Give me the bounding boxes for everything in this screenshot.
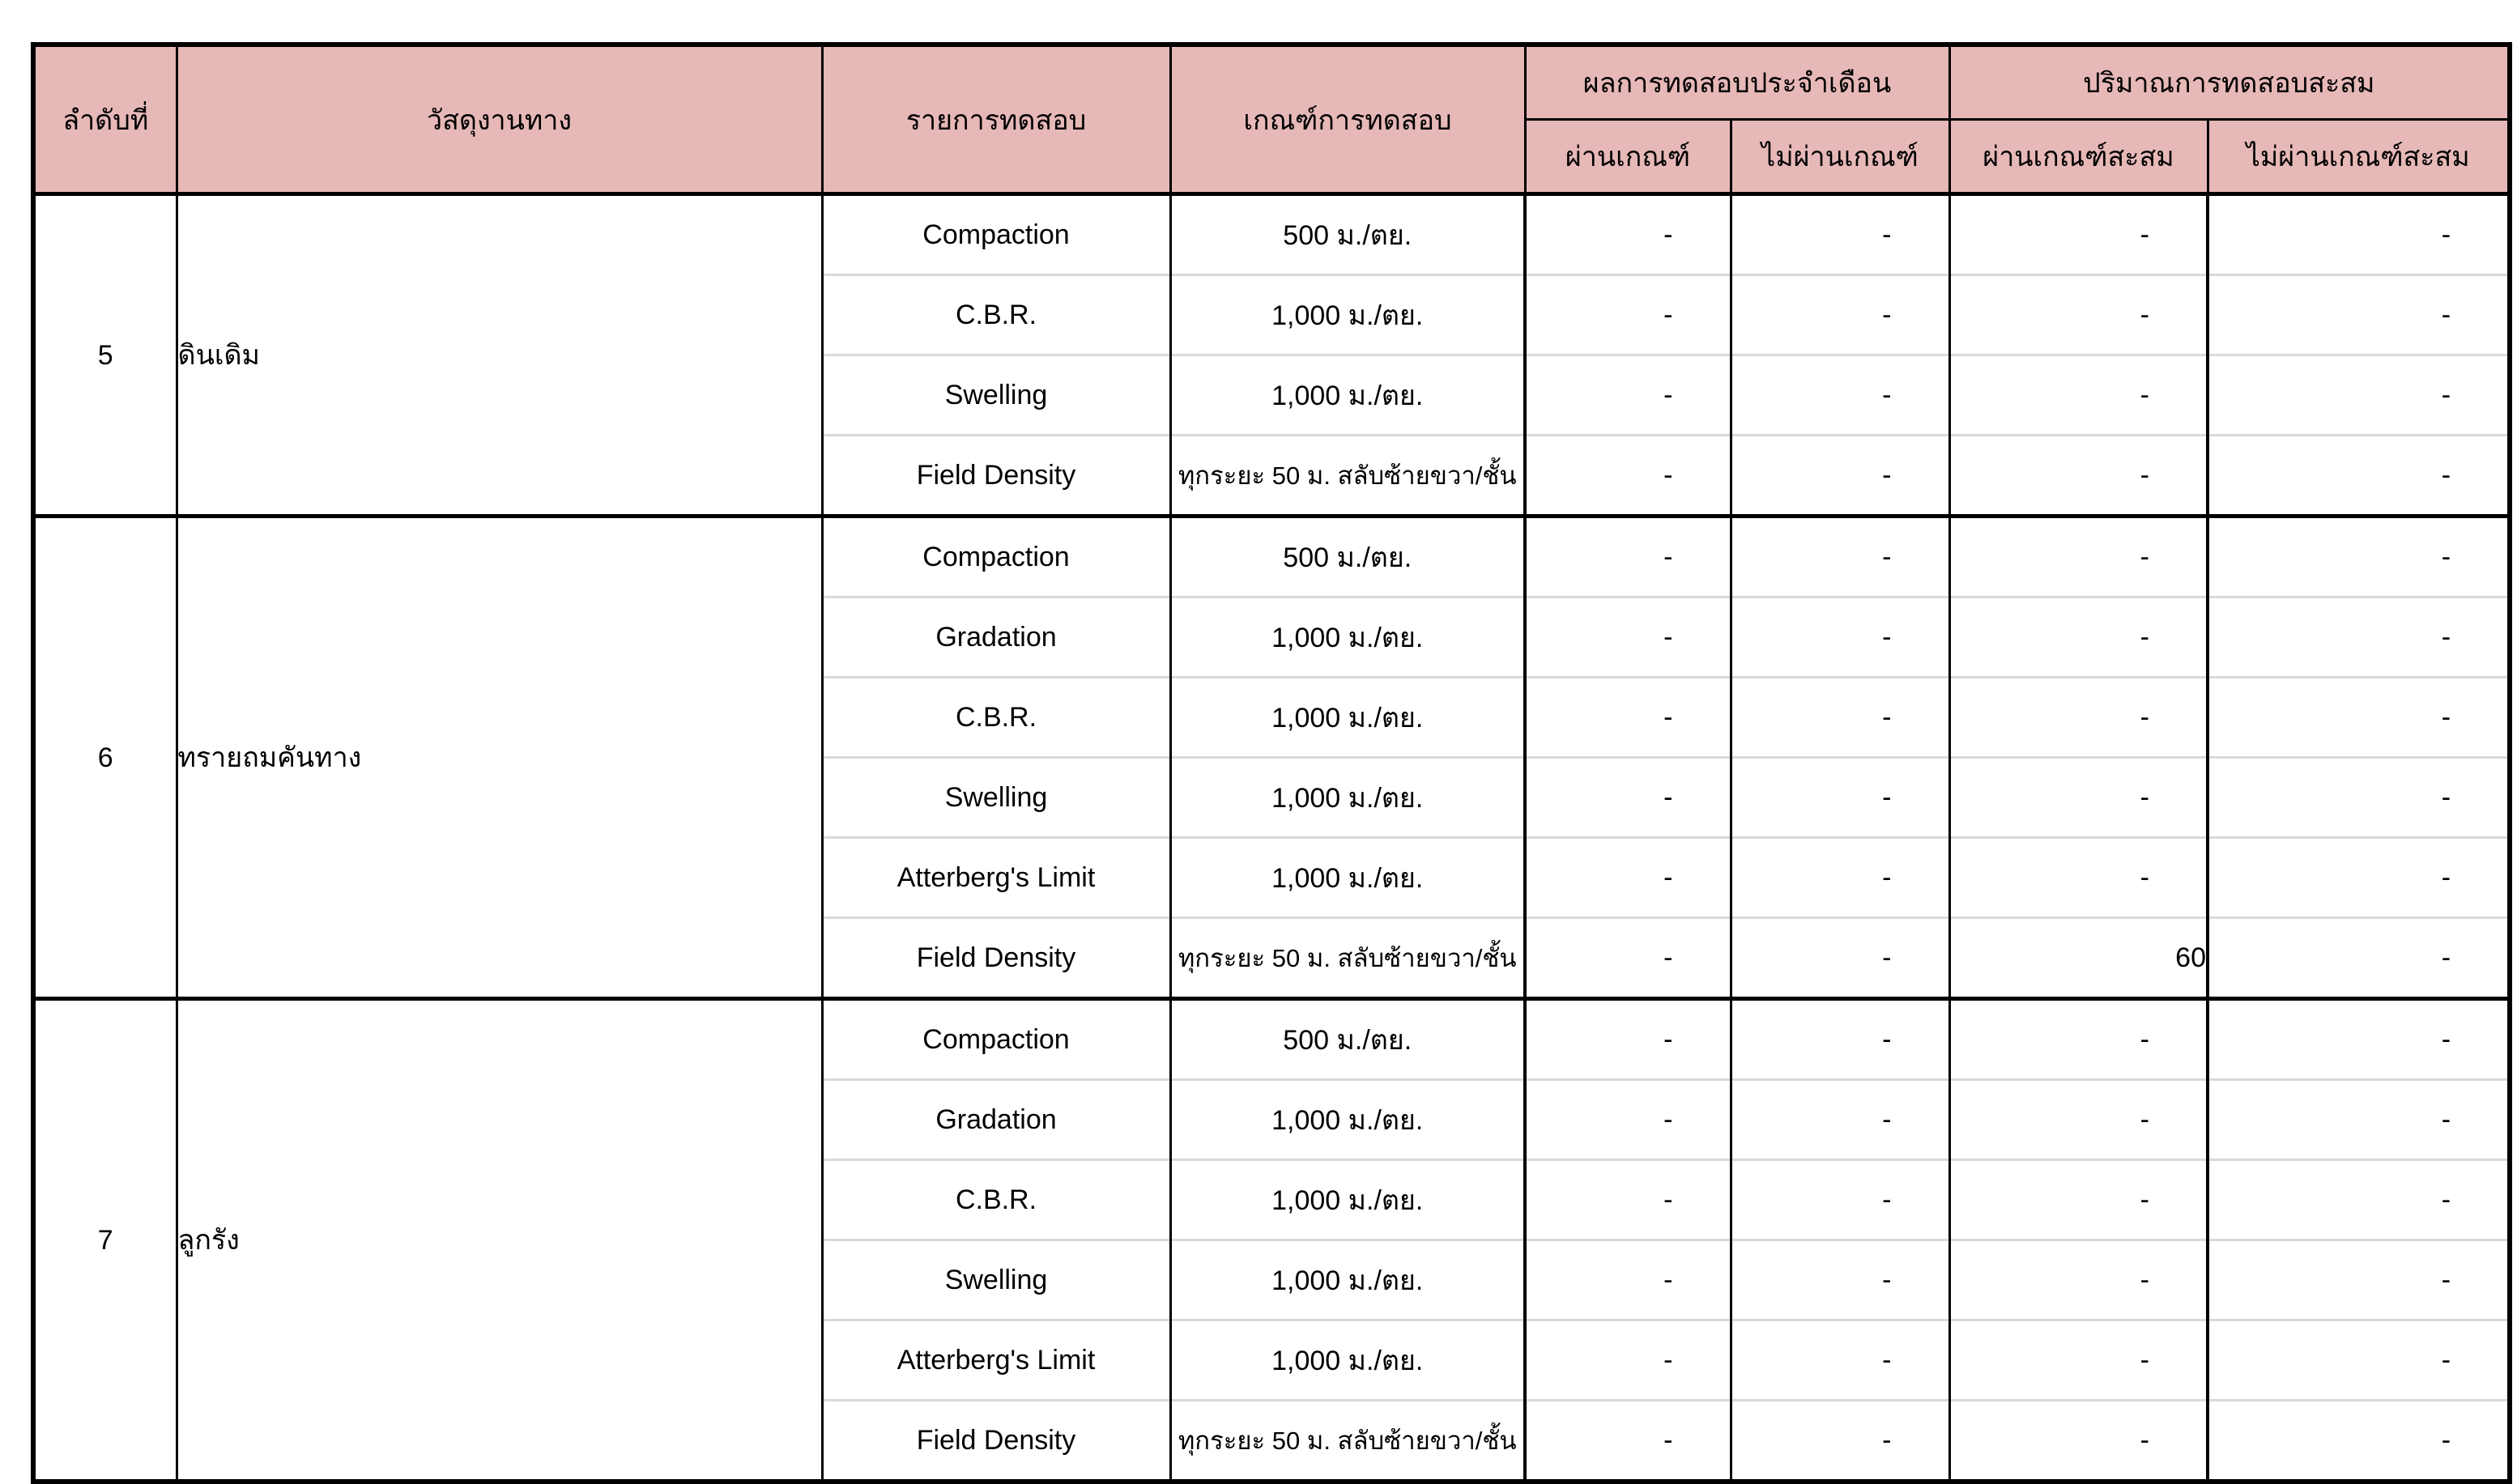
value-fail: -: [1731, 1080, 1949, 1160]
table-row: [33, 194, 2510, 275]
test-name: Swelling: [822, 355, 1170, 436]
value-fail-cumulative: -: [2208, 355, 2510, 436]
test-name: Atterberg's Limit: [822, 1320, 1170, 1401]
value-pass: -: [1525, 436, 1731, 517]
test-name: C.B.R.: [822, 1160, 1170, 1240]
value-pass: -: [1525, 194, 1731, 275]
value-pass-cumulative: -: [1949, 597, 2208, 678]
value-pass-cumulative: -: [1949, 517, 2208, 597]
value-pass: -: [1525, 758, 1731, 838]
value-fail: -: [1731, 194, 1949, 275]
column-header-pass-cumulative: ผ่านเกณฑ์สะสม: [1949, 120, 2208, 194]
test-criteria: ทุกระยะ 50 ม. สลับซ้ายขวา/ชั้น: [1170, 1401, 1525, 1482]
value-fail-cumulative: -: [2208, 838, 2510, 918]
test-name: Swelling: [822, 758, 1170, 838]
value-fail-cumulative: -: [2208, 1240, 2510, 1320]
value-pass-cumulative: -: [1949, 1240, 2208, 1320]
test-name: C.B.R.: [822, 678, 1170, 758]
value-pass-cumulative: -: [1949, 758, 2208, 838]
value-pass-cumulative: -: [1949, 1401, 2208, 1482]
test-name: Compaction: [822, 999, 1170, 1080]
group-header-monthly-results: ผลการทดสอบประจำเดือน: [1525, 45, 1949, 120]
test-name: Swelling: [822, 1240, 1170, 1320]
column-header-criteria: เกณฑ์การทดสอบ: [1170, 45, 1525, 194]
value-pass-cumulative: 60: [1949, 918, 2208, 999]
header-row-groups: [33, 45, 2510, 120]
value-pass-cumulative: -: [1949, 194, 2208, 275]
value-fail: -: [1731, 678, 1949, 758]
column-header-fail: ไม่ผ่านเกณฑ์: [1731, 120, 1949, 194]
test-criteria: ทุกระยะ 50 ม. สลับซ้ายขวา/ชั้น: [1170, 918, 1525, 999]
value-fail-cumulative: -: [2208, 517, 2510, 597]
column-header-fail-cumulative: ไม่ผ่านเกณฑ์สะสม: [2208, 120, 2510, 194]
value-fail: -: [1731, 838, 1949, 918]
value-fail: -: [1731, 517, 1949, 597]
value-pass-cumulative: -: [1949, 999, 2208, 1080]
column-header-material: วัสดุงานทาง: [177, 45, 822, 194]
value-fail-cumulative: -: [2208, 1160, 2510, 1240]
test-name: Gradation: [822, 1080, 1170, 1160]
value-pass: -: [1525, 1240, 1731, 1320]
material-name: ทรายถมคันทาง: [177, 517, 822, 999]
value-pass: -: [1525, 1080, 1731, 1160]
value-pass-cumulative: -: [1949, 678, 2208, 758]
value-pass-cumulative: -: [1949, 275, 2208, 355]
test-name: Compaction: [822, 517, 1170, 597]
value-fail: -: [1731, 1160, 1949, 1240]
material-name: ดินเดิม: [177, 194, 822, 517]
value-pass-cumulative: -: [1949, 1320, 2208, 1401]
material-name: ลูกรัง: [177, 999, 822, 1482]
test-criteria: 1,000 ม./ตย.: [1170, 1240, 1525, 1320]
value-pass-cumulative: -: [1949, 1160, 2208, 1240]
value-fail-cumulative: -: [2208, 758, 2510, 838]
test-name: Gradation: [822, 597, 1170, 678]
value-pass: -: [1525, 678, 1731, 758]
test-criteria: 500 ม./ตย.: [1170, 194, 1525, 275]
value-fail: -: [1731, 355, 1949, 436]
value-pass: -: [1525, 1401, 1731, 1482]
table-row: [33, 517, 2510, 597]
row-number: 5: [33, 194, 177, 517]
test-criteria: 500 ม./ตย.: [1170, 999, 1525, 1080]
value-fail: -: [1731, 999, 1949, 1080]
value-pass: -: [1525, 1320, 1731, 1401]
test-criteria: 1,000 ม./ตย.: [1170, 597, 1525, 678]
material-test-summary-table: [31, 42, 2512, 1484]
row-number: 6: [33, 517, 177, 999]
test-criteria: 1,000 ม./ตย.: [1170, 275, 1525, 355]
table-row: [33, 999, 2510, 1080]
value-pass-cumulative: -: [1949, 355, 2208, 436]
test-criteria: 1,000 ม./ตย.: [1170, 1080, 1525, 1160]
test-name: Field Density: [822, 918, 1170, 999]
value-pass: -: [1525, 838, 1731, 918]
value-pass: -: [1525, 1160, 1731, 1240]
test-name: Field Density: [822, 436, 1170, 517]
value-fail: -: [1731, 436, 1949, 517]
value-fail-cumulative: -: [2208, 194, 2510, 275]
test-criteria: 1,000 ม./ตย.: [1170, 678, 1525, 758]
value-fail: -: [1731, 1401, 1949, 1482]
value-fail-cumulative: -: [2208, 678, 2510, 758]
row-number: 7: [33, 999, 177, 1482]
test-criteria: 1,000 ม./ตย.: [1170, 758, 1525, 838]
value-fail-cumulative: -: [2208, 918, 2510, 999]
column-header-pass: ผ่านเกณฑ์: [1525, 120, 1731, 194]
value-pass: -: [1525, 275, 1731, 355]
value-fail-cumulative: -: [2208, 1080, 2510, 1160]
test-name: Field Density: [822, 1401, 1170, 1482]
value-fail-cumulative: -: [2208, 1320, 2510, 1401]
value-fail: -: [1731, 918, 1949, 999]
table-body: [33, 194, 2510, 1482]
test-criteria: 1,000 ม./ตย.: [1170, 1320, 1525, 1401]
test-name: Compaction: [822, 194, 1170, 275]
value-pass: -: [1525, 355, 1731, 436]
value-pass: -: [1525, 999, 1731, 1080]
value-pass: -: [1525, 517, 1731, 597]
value-fail-cumulative: -: [2208, 597, 2510, 678]
test-criteria: 1,000 ม./ตย.: [1170, 355, 1525, 436]
test-criteria: 1,000 ม./ตย.: [1170, 1160, 1525, 1240]
value-fail-cumulative: -: [2208, 436, 2510, 517]
test-name: C.B.R.: [822, 275, 1170, 355]
value-pass: -: [1525, 918, 1731, 999]
value-fail: -: [1731, 275, 1949, 355]
value-pass-cumulative: -: [1949, 838, 2208, 918]
column-header-no: ลำดับที่: [33, 45, 177, 194]
value-fail: -: [1731, 1240, 1949, 1320]
test-criteria: 1,000 ม./ตย.: [1170, 838, 1525, 918]
test-name: Atterberg's Limit: [822, 838, 1170, 918]
value-fail-cumulative: -: [2208, 999, 2510, 1080]
test-criteria: ทุกระยะ 50 ม. สลับซ้ายขวา/ชั้น: [1170, 436, 1525, 517]
value-pass: -: [1525, 597, 1731, 678]
group-header-cumulative-volume: ปริมาณการทดสอบสะสม: [1949, 45, 2510, 120]
value-pass-cumulative: -: [1949, 436, 2208, 517]
value-fail: -: [1731, 1320, 1949, 1401]
test-criteria: 500 ม./ตย.: [1170, 517, 1525, 597]
value-fail-cumulative: -: [2208, 275, 2510, 355]
value-fail: -: [1731, 758, 1949, 838]
column-header-test-item: รายการทดสอบ: [822, 45, 1170, 194]
value-pass-cumulative: -: [1949, 1080, 2208, 1160]
value-fail: -: [1731, 597, 1949, 678]
value-fail-cumulative: -: [2208, 1401, 2510, 1482]
